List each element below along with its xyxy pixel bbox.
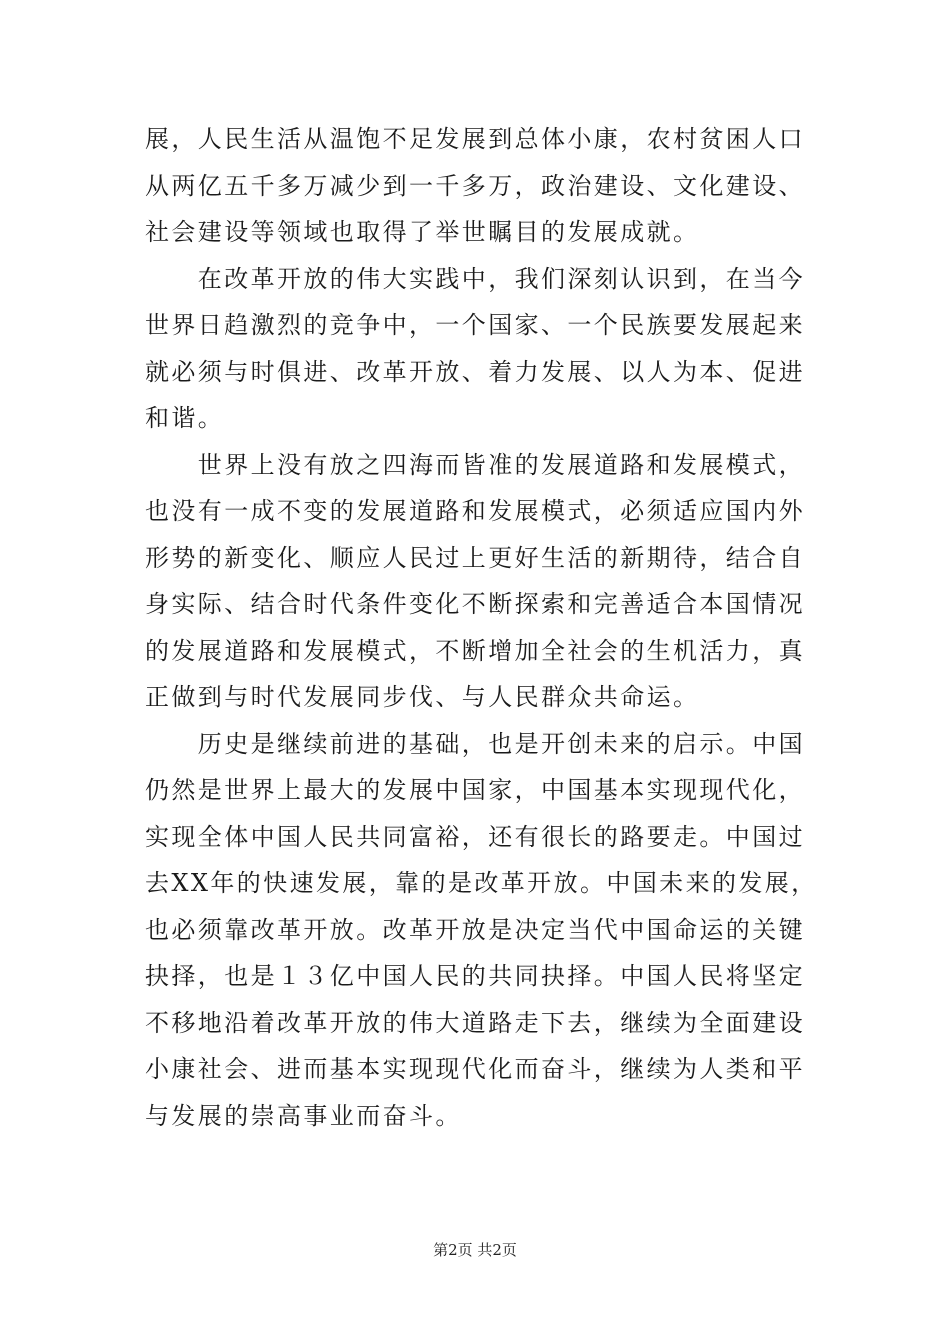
paragraph xyxy=(145,116,810,256)
text-line: 世界上没有放之四海而皆准的发展道路和发展模式， xyxy=(145,450,805,479)
page-number-footer: 第2页 共2页 xyxy=(433,1241,517,1259)
text-line: 仍然是世界上最大的发展中国家，中国基本实现现代化， xyxy=(145,776,805,804)
text-line: 从两亿五千多万减少到一千多万，政治建设、文化建设、 xyxy=(145,171,805,200)
text-line: 去XX年的快速发展，靠的是改革开放。中国未来的发展， xyxy=(145,869,818,897)
text-line: 实现全体中国人民共同富裕，还有很长的路要走。中国过 xyxy=(145,822,805,851)
paragraph xyxy=(145,442,810,721)
text-line: 与发展的崇高事业而奋斗。 xyxy=(145,1101,462,1130)
text-line: 世界日趋激烈的竞争中，一个国家、一个民族要发展起来 xyxy=(145,311,805,339)
text-line: 小康社会、进而基本实现现代化而奋斗，继续为人类和平 xyxy=(145,1055,805,1083)
paragraph xyxy=(145,721,818,1140)
text-line: 就必须与时俱进、改革开放、着力发展、以人为本、促进 xyxy=(145,357,805,386)
text-line: 展，人民生活从温饱不足发展到总体小康，农村贫困人口 xyxy=(145,125,805,153)
text-line: 的发展道路和发展模式，不断增加全社会的生机活力，真 xyxy=(145,636,805,665)
paragraph xyxy=(145,256,810,442)
text-line: 也没有一成不变的发展道路和发展模式，必须适应国内外 xyxy=(145,497,805,525)
text-line: 在改革开放的伟大实践中，我们深刻认识到，在当今 xyxy=(145,264,805,293)
text-line: 和谐。 xyxy=(145,404,225,432)
text-line: 正做到与时代发展同步伐、与人民群众共命运。 xyxy=(145,683,700,711)
text-line: 不移地沿着改革开放的伟大道路走下去，继续为全面建设 xyxy=(145,1008,805,1037)
text-line: 身实际、结合时代条件变化不断探索和完善适合本国情况 xyxy=(145,590,805,618)
text-line: 形势的新变化、顺应人民过上更好生活的新期待，结合自 xyxy=(145,543,805,572)
text-line: 社会建设等领域也取得了举世瞩目的发展成就。 xyxy=(145,218,700,246)
text-line: 也必须靠改革开放。改革开放是决定当代中国命运的关键 xyxy=(145,915,805,944)
document-body xyxy=(145,116,818,1139)
text-line: 历史是继续前进的基础，也是开创未来的启示。中国 xyxy=(145,729,805,758)
text-line: 抉择，也是１３亿中国人民的共同抉择。中国人民将坚定 xyxy=(145,962,805,990)
